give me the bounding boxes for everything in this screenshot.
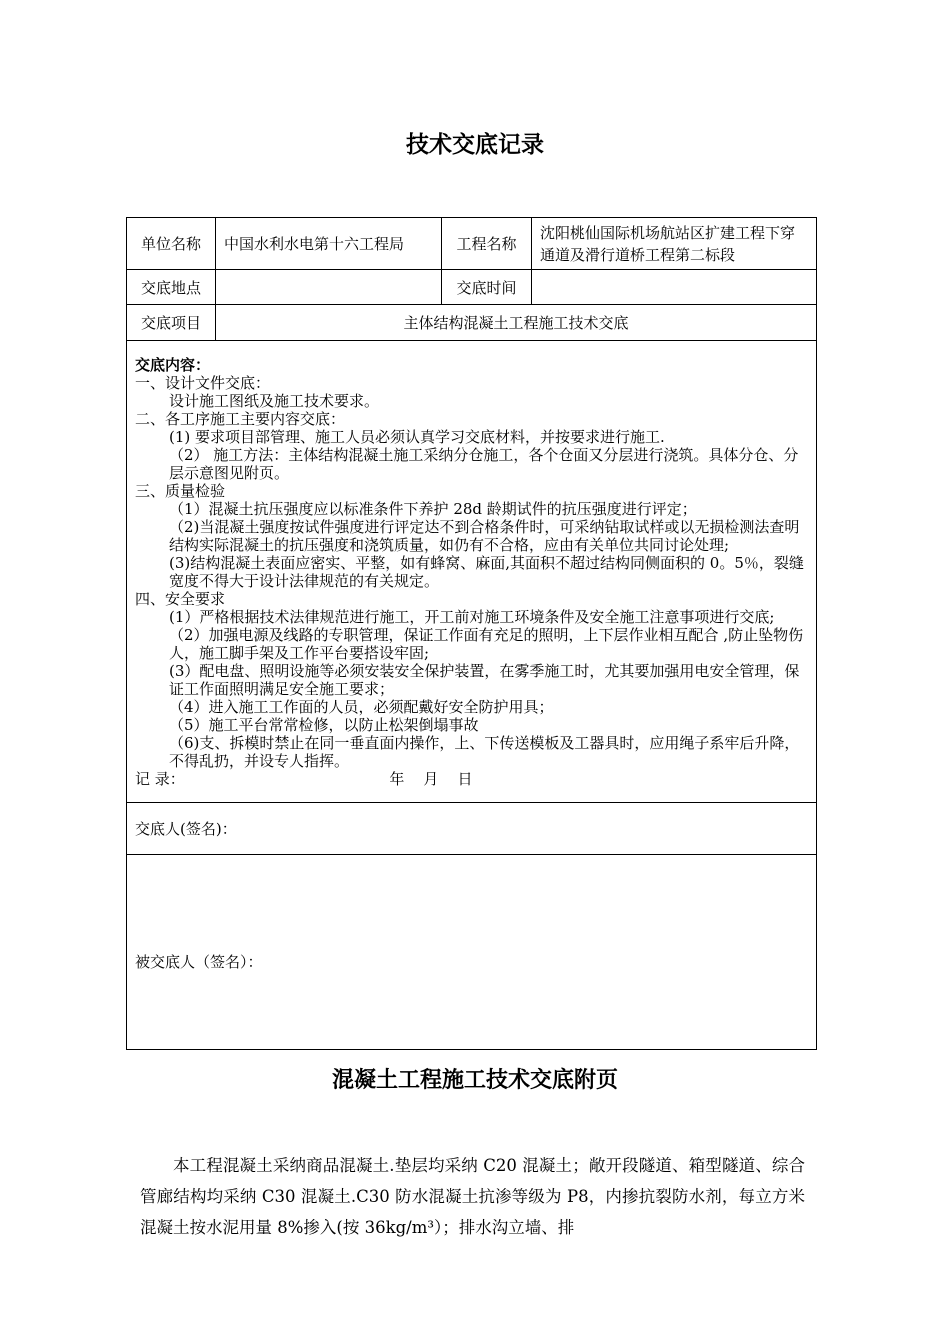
appendix-title: 混凝土工程施工技术交底附页: [331, 1068, 618, 1093]
record-line: [135, 770, 808, 788]
content-line: (1）严格根据技术法律规范进行施工，开工前对施工环境条件及安全施工注意事项进行交底;: [169, 607, 775, 626]
project-label: 工程名称: [442, 218, 532, 270]
content-line: （5）施工平台常常检修，以防止松架倒塌事故: [169, 715, 479, 734]
time-value: [532, 270, 817, 305]
content-line: (3）配电盘、照明设施等必须安装安全保护装置，在雾季施工时，尤其要加强用电安全管理，保证工作面照明满足安全施工要求；: [169, 661, 800, 698]
content-line: 三、质量检验: [135, 481, 226, 500]
record-label: 记 录：: [135, 769, 185, 788]
disclosure-content: [127, 341, 817, 803]
item-value: 主体结构混凝土工程施工技术交底: [216, 305, 817, 341]
time-label: 交底时间: [442, 270, 532, 305]
content-line: 设计施工图纸及施工技术要求。: [169, 391, 380, 410]
unit-label: 单位名称: [127, 218, 216, 270]
appendix-paragraph: 本工程混凝土采纳商品混凝土.垫层均采纳 C20 混凝土；敞开段隧道、箱型隧道、综合管廊结构均采纳 C30 混凝土.C30 防水混凝土抗渗等级为 P8，内掺抗裂防水剂，每立方米混凝土按水泥用量 8%掺入(按 36kg/m³）；排水沟立墙、排: [140, 1156, 805, 1237]
place-label: 交底地点: [127, 270, 216, 305]
content-line: （4）进入施工工作面的人员，必须配戴好安全防护用具；: [169, 697, 554, 716]
project-value: 沈阳桃仙国际机场航站区扩建工程下穿通道及滑行道桥工程第二标段: [532, 218, 817, 270]
disclosure-record-table: [126, 217, 817, 1050]
giver-signature: 交底人(签名)：: [127, 803, 817, 855]
content-line: 二、各工序施工主要内容交底：: [135, 409, 346, 428]
content-line: （2） 施工方法：主体结构混凝土施工采纳分仓施工，各个仓面又分层进行浇筑。具体分仓、分层示意图见附页。: [169, 445, 799, 482]
unit-value: 中国水利水电第十六工程局: [216, 218, 442, 270]
content-line: (3)结构混凝土表面应密实、平整，如有蜂窝、麻面,其面积不超过结构同侧面积的 0。5％，裂缝宽度不得大于设计法律规范的有关规定。: [169, 553, 804, 590]
place-value: [216, 270, 442, 305]
content-line: 四、安全要求: [135, 589, 226, 608]
content-line: （2）加强电源及线路的专职管理，保证工作面有充足的照明，上下层作业相互配合 ,防止坠物伤人，施工脚手架及工作平台要搭设牢固;: [169, 625, 804, 662]
content-heading: 交底内容：: [135, 355, 211, 374]
page-title: 技术交底记录: [406, 132, 544, 158]
content-lines: [135, 374, 808, 770]
receiver-signature: 被交底人（签名）：: [127, 855, 817, 1050]
content-line: 一、设计文件交底：: [135, 373, 271, 392]
content-line: （2)当混凝土强度按试件强度进行评定达不到合格条件时，可采纳钻取试样或以无损检测法查明结构实际混凝土的抗压强度和浇筑质量，如仍有不合格，应由有关单位共同讨论处理;: [169, 517, 800, 554]
record-date: 年 月 日: [389, 769, 473, 788]
content-line: （1）混凝土抗压强度应以标准条件下养护 28d 龄期试件的抗压强度进行评定；: [169, 499, 697, 518]
content-line: (1) 要求项目部管理、施工人员必须认真学习交底材料，并按要求进行施工.: [169, 427, 665, 446]
item-label: 交底项目: [127, 305, 216, 341]
content-line: （6)支、拆模时禁止在同一垂直面内操作，上、下传送模板及工器具时，应用绳子系牢后升降，不得乱扔，并设专人指挥。: [169, 733, 800, 770]
